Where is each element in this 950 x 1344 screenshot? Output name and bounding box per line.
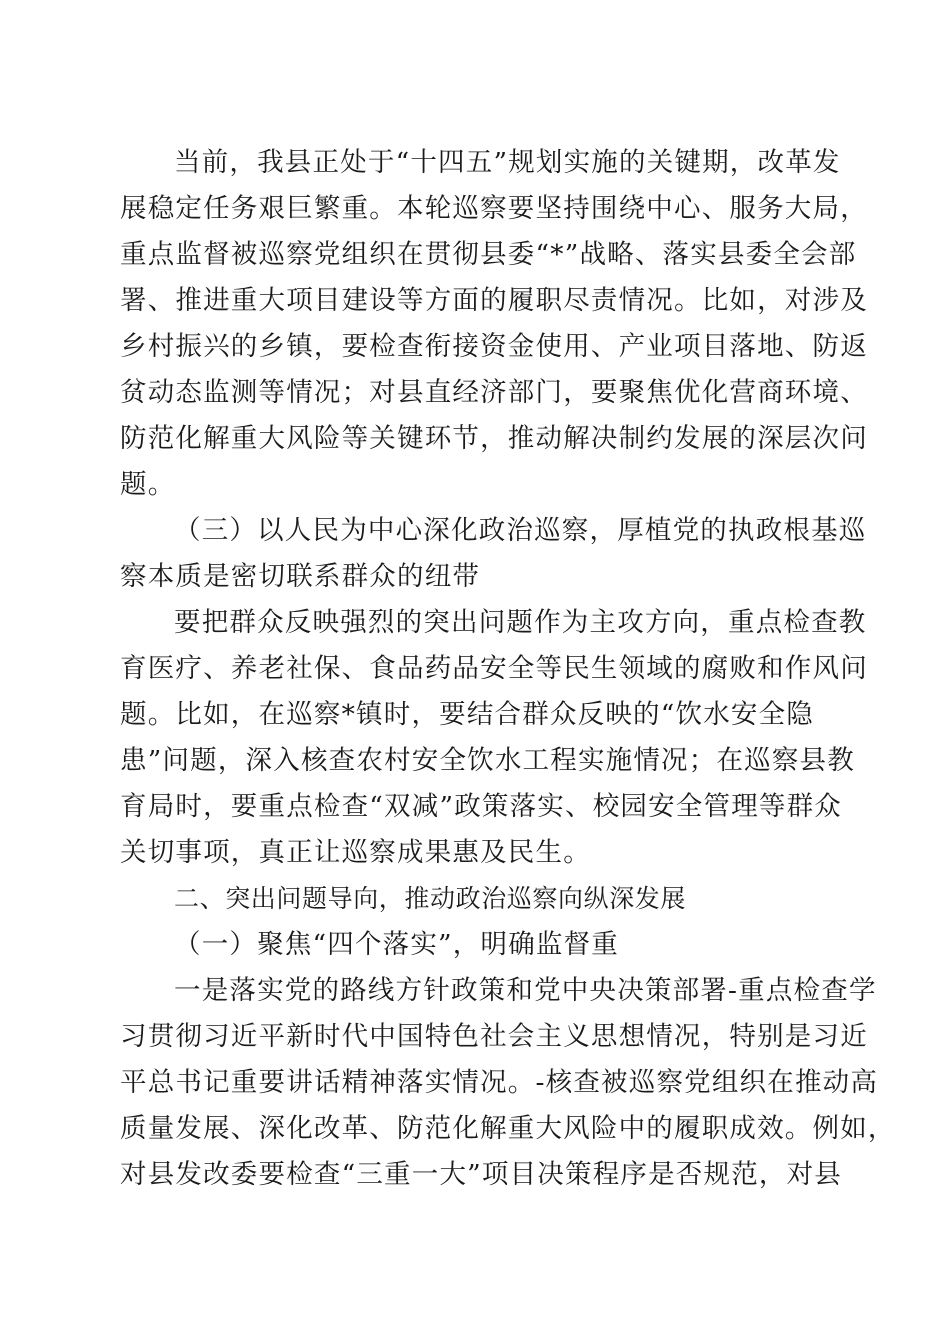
section-heading: 二、突出问题导向，推动政治巡察向纵深发展 [174,884,687,913]
subsection-heading: 察本质是密切联系群众的纽带 [120,561,481,592]
paragraph-line: 关切事项，真正让巡察成果惠及民生。 [120,837,591,868]
paragraph-line: 题。 [120,469,176,500]
paragraph-line: 要把群众反映强烈的突出问题作为主攻方向，重点检查教 [174,607,867,638]
paragraph-line: 育医疗、养老社保、食品药品安全等民生领域的腐败和作风问 [120,653,868,684]
paragraph-line: 题。比如，在巡察*镇时，要结合群众反映的“饮水安全隐 [120,699,814,730]
paragraph-line: 对县发改委要检查“三重一大”项目决策程序是否规范，对县 [120,1159,842,1190]
subsection-heading: （一）聚焦“四个落实”，明确监督重 [174,929,619,960]
paragraph-line: 展稳定任务艰巨繁重。本轮巡察要坚持围绕中心、服务大局， [120,193,868,224]
paragraph-line: 乡村振兴的乡镇，要检查衔接资金使用、产业项目落地、防返 [120,331,868,362]
paragraph-line: 当前，我县正处于“十四五”规划实施的关键期，改革发 [174,147,841,178]
paragraph-line: 署、推进重大项目建设等方面的履职尽责情况。比如，对涉及 [120,285,868,316]
paragraph-line: 平总书记重要讲话精神落实情况。-核查被巡察党组织在推动高 [120,1067,879,1098]
subsection-heading: （三）以人民为中心深化政治巡察，厚植党的执政根基巡 [174,515,867,546]
paragraph-line: 患”问题，深入核查农村安全饮水工程实施情况；在巡察县教 [120,745,855,776]
paragraph-line: 一是落实党的路线方针政策和党中央决策部署-重点检查学 [174,975,877,1006]
paragraph-line: 育局时，要重点检查“双减”政策落实、校园安全管理等群众 [120,791,842,822]
paragraph-line: 习贯彻习近平新时代中国特色社会主义思想情况，特别是习近 [120,1021,868,1052]
paragraph-line: 贫动态监测等情况；对县直经济部门，要聚焦优化营商环境、 [120,377,868,408]
paragraph-line: 重点监督被巡察党组织在贯彻县委“*”战略、落实县委全会部 [120,239,857,270]
paragraph-line: 质量发展、深化改革、防范化解重大风险中的履职成效。例如， [120,1113,896,1144]
paragraph-line: 防范化解重大风险等关键环节，推动解决制约发展的深层次问 [120,423,868,454]
